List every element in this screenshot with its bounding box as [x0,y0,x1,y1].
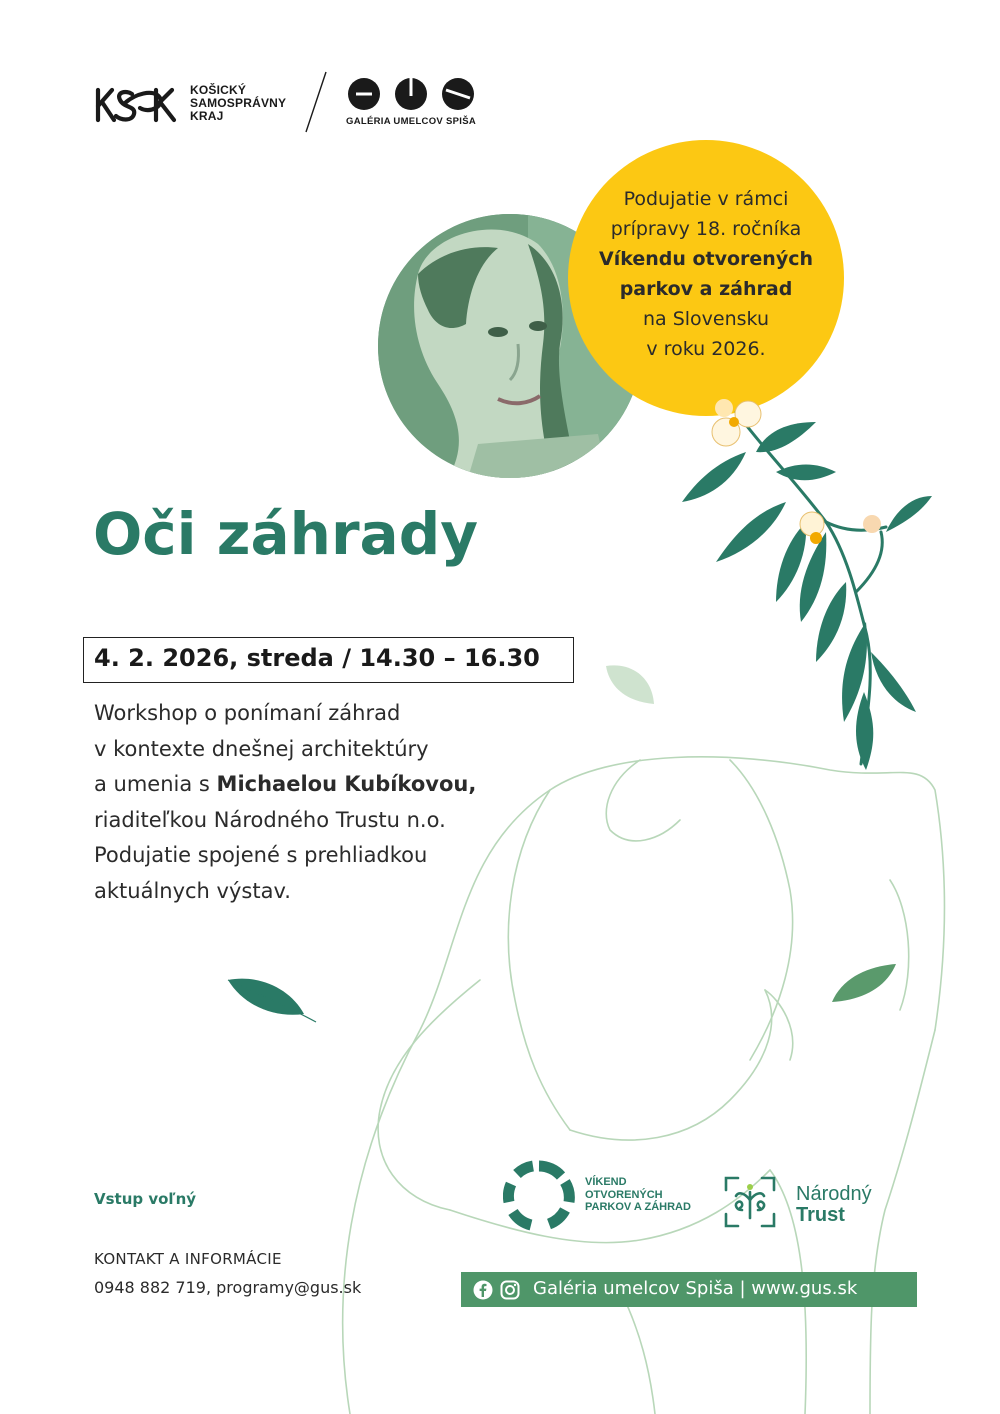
description-line-4: riaditeľkou Národného Trustu n.o. [94,807,446,832]
gus-monogram-icon [346,76,476,112]
light-leaf-icon [600,660,660,710]
mid-leaf-icon [828,960,900,1006]
narodny-trust-name [796,1184,872,1226]
entry-note: Vstup voľný [94,1190,197,1208]
gus-caption: GALÉRIA UMELCOV SPIŠA [346,116,476,127]
description-line-2: v kontexte dnešnej architektúry [94,736,429,761]
event-description [94,696,564,909]
ksk-name [190,84,286,123]
description-line-3-pre: a umenia s [94,772,217,796]
context-line-5: na Slovensku [642,308,770,330]
event-context-text [568,184,844,364]
event-context-circle [568,140,844,416]
event-date: 4. 2. 2026, streda / 14.30 – 16.30 [94,644,540,672]
description-line-5: Podujatie spojené s prehliadkou [94,843,428,867]
context-line-6: v roku 2026. [646,338,766,360]
nt-line-1: Národný [796,1183,872,1205]
context-line-3: Víkendu otvorených [598,248,814,270]
green-leaf-icon [224,974,320,1026]
context-line-1: Podujatie v rámci [623,188,789,210]
ksk-logo [94,80,294,130]
event-date-box [83,637,574,683]
context-line-2: prípravy 18. ročníka [610,218,802,240]
vopz-ring-icon [503,1160,575,1232]
ksk-line-3: KRAJ [190,109,224,123]
description-line-1: Workshop o ponímaní záhrad [94,701,401,725]
description-line-6: aktuálnych výstav. [94,878,291,903]
contact-title: KONTAKT A INFORMÁCIE [94,1250,282,1268]
narodny-trust-logo [722,1174,912,1234]
context-line-4: parkov a záhrad [619,278,793,300]
gus-logo [346,76,476,130]
ksk-line-2: SAMOSPRÁVNY [190,96,287,110]
contact-line[interactable]: 0948 882 719, programy@gus.sk [94,1278,362,1297]
vopz-line-3: PARKOV A ZÁHRAD [585,1201,691,1213]
facebook-icon[interactable] [473,1280,493,1300]
ksk-monogram-icon [94,84,184,124]
nt-line-2: Trust [796,1204,845,1226]
ksk-line-1: KOŠICKÝ [190,83,247,97]
logo-divider [302,70,332,134]
vopz-name [585,1176,691,1214]
vopz-logo [503,1160,703,1232]
instagram-icon[interactable] [500,1280,520,1300]
event-title: Oči záhrady [93,500,479,568]
vopz-line-1: VÍKEND [585,1176,627,1188]
social-bar [461,1272,917,1307]
narodny-trust-icon [722,1174,778,1230]
vopz-line-2: OTVORENÝCH [585,1188,663,1201]
lecturer-name: Michaelou Kubíkovou, [216,772,477,796]
description-line-3 [94,767,564,803]
social-text[interactable]: Galéria umelcov Spiša | www.gus.sk [533,1278,858,1299]
flower-branch-illustration [676,392,936,772]
